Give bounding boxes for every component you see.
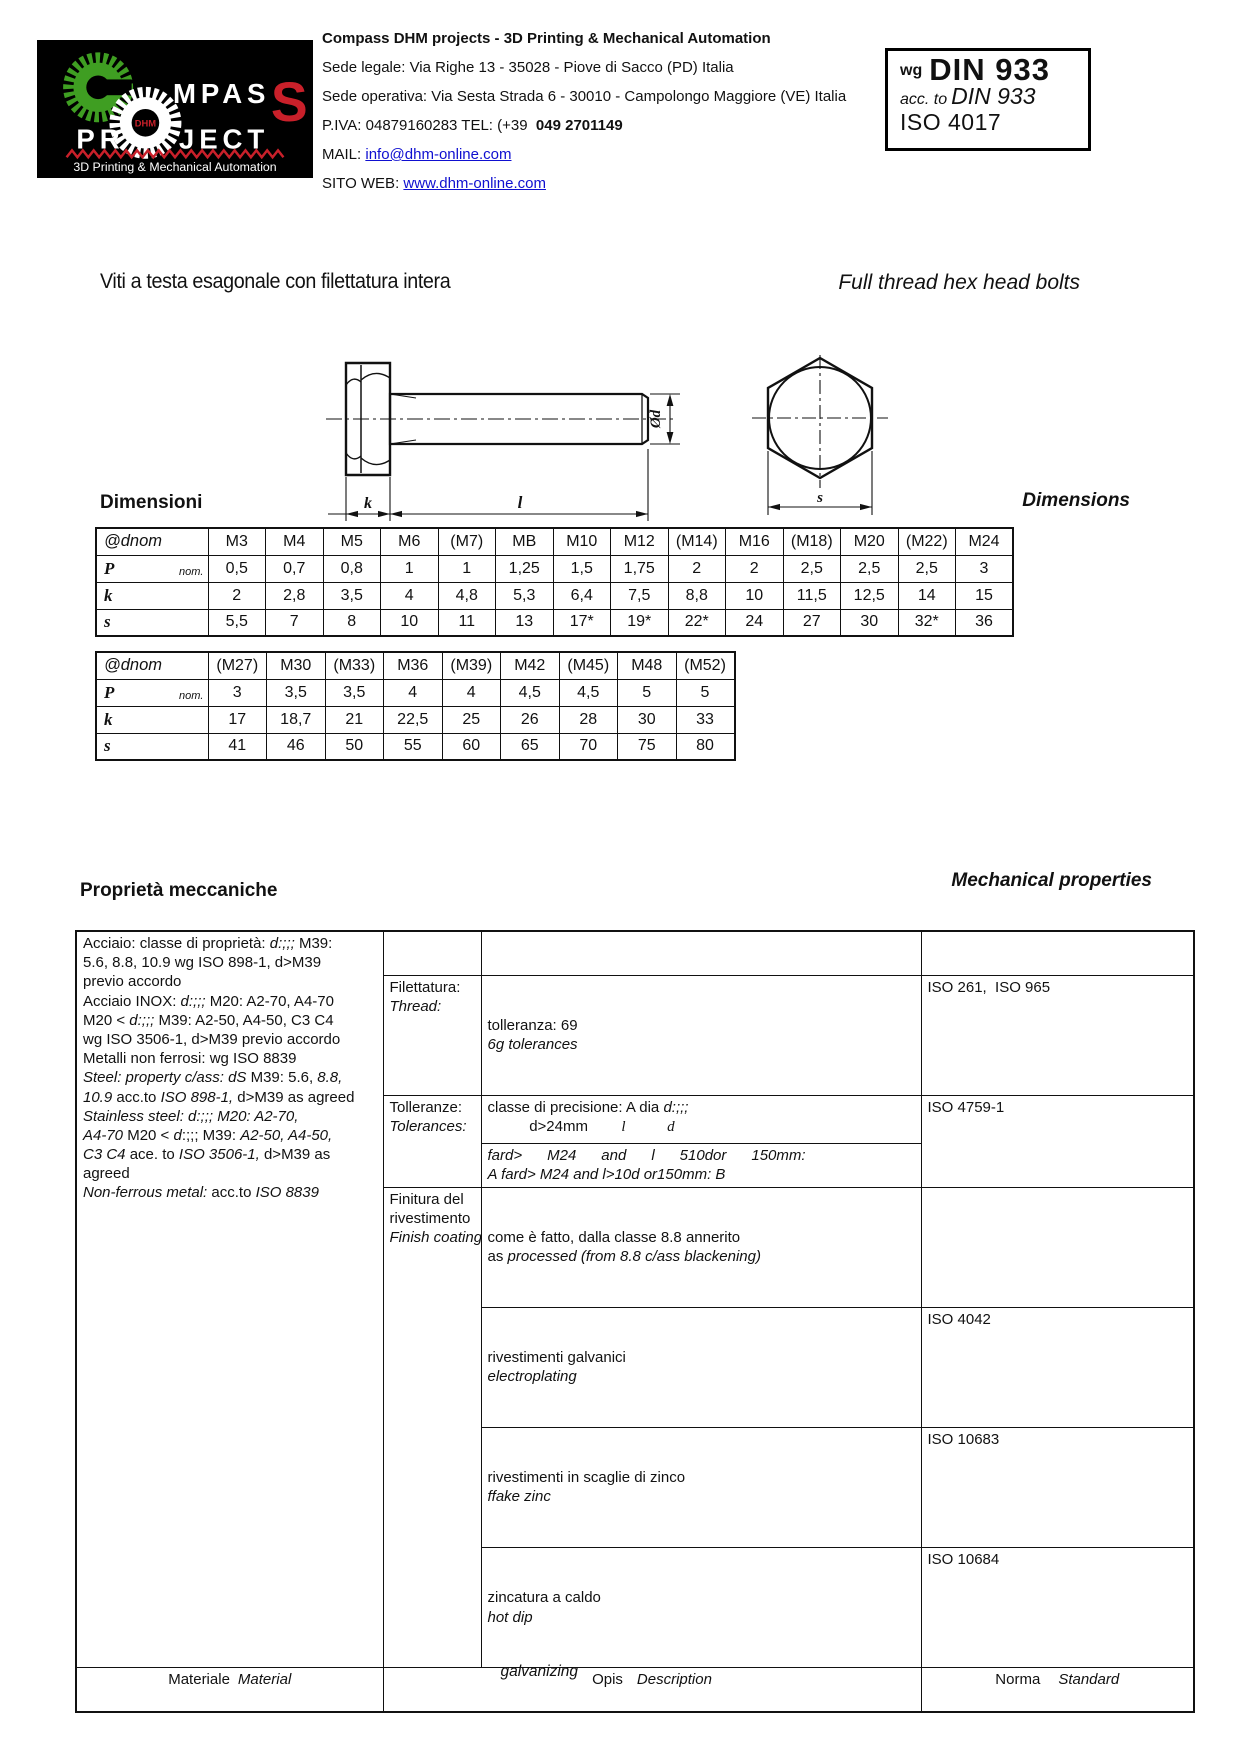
row-header-s: s	[96, 733, 208, 760]
table-cell: 17	[208, 706, 267, 733]
table-cell: 60	[442, 733, 501, 760]
table-cell: 19*	[611, 609, 669, 636]
table-cell: M42	[501, 652, 560, 679]
logo-s-gear: S	[270, 70, 308, 133]
phone-number: 049 2701149	[535, 117, 623, 134]
table-cell: M16	[726, 528, 784, 555]
company-legal-address: Sede legale: Via Righe 13 - 35028 - Piove di Sacco (PD) Italia	[322, 59, 734, 76]
table-cell: 21	[325, 706, 384, 733]
table-cell: M3	[208, 528, 266, 555]
table-cell: M12	[611, 528, 669, 555]
row-header-s: s	[96, 609, 208, 636]
standard-footer-cell: Norma Standard	[921, 1668, 1194, 1712]
table-cell: 5	[676, 679, 735, 706]
company-mail-line: MAIL: info@dhm-online.com	[322, 146, 512, 163]
logo-text-pr: PR	[76, 123, 125, 155]
table-cell: 5,5	[208, 609, 266, 636]
table-cell: 1,25	[496, 555, 554, 582]
table-cell: 1	[438, 555, 496, 582]
empty-cell	[921, 931, 1194, 975]
table-cell: 41	[208, 733, 267, 760]
website-link[interactable]: www.dhm-online.com	[403, 175, 546, 192]
table-cell: 46	[267, 733, 326, 760]
standard-designation-box	[885, 48, 1091, 151]
table-cell: 8,8	[668, 582, 726, 609]
table-cell: 0,8	[323, 555, 381, 582]
thread-standard-cell: ISO 261, ISO 965	[921, 975, 1194, 1095]
table-cell: 10	[726, 582, 784, 609]
row-header-dnom: @dnom	[96, 652, 208, 679]
mech-heading-italian: Proprietà meccaniche	[80, 880, 278, 901]
row-header-k: k	[96, 706, 208, 733]
table-cell: 2,5	[841, 555, 899, 582]
table-cell: 55	[384, 733, 443, 760]
table-cell: 18,7	[267, 706, 326, 733]
dimensions-heading-italian: Dimensioni	[100, 492, 203, 513]
table-cell: 8	[323, 609, 381, 636]
table-cell: 11	[438, 609, 496, 636]
table-cell: 1,5	[553, 555, 611, 582]
zinc-flake-standard-cell: ISO 10683	[921, 1427, 1194, 1547]
finish-zinc-flake-cell: rivestimenti in scaglie di zinco ffake zinc	[481, 1427, 921, 1547]
mechanical-properties-table	[75, 930, 1195, 1713]
tolerances-desc-b-cell: fard> M24 and l 510dor 150mm: A fard> M24 and l>10d or150mm: B	[481, 1143, 921, 1187]
company-info	[322, 24, 882, 198]
svg-text:DHM: DHM	[134, 118, 157, 129]
table-row-pitch	[96, 679, 735, 706]
table-cell: 17*	[553, 609, 611, 636]
din-main-line: wg DIN 933	[900, 52, 1050, 87]
table-cell: 36	[956, 609, 1014, 636]
table-cell: 0,7	[266, 555, 324, 582]
finish-as-processed-cell: come è fatto, dalla classe 8.8 annerito as processed (from 8.8 c/ass blackening)	[481, 1187, 921, 1307]
company-web-line: SITO WEB: www.dhm-online.com	[322, 175, 546, 192]
dim-label-s: s	[817, 490, 823, 506]
dim-label-l: l	[517, 493, 523, 512]
table-cell: (M7)	[438, 528, 496, 555]
tolerances-desc-a-cell: classe di precisione: A dia d:;;; d>24mm l d	[481, 1095, 921, 1143]
table-row	[76, 931, 1194, 975]
table-cell: 75	[618, 733, 677, 760]
page-title-italian: Viti a testa esagonale con filettatura intera	[100, 270, 451, 293]
table-cell: 7,5	[611, 582, 669, 609]
table-cell: 22*	[668, 609, 726, 636]
table-cell: 2	[208, 582, 266, 609]
table-cell: 24	[726, 609, 784, 636]
table-cell: 1	[381, 555, 439, 582]
technical-drawing	[320, 355, 920, 530]
row-header-p: P nom.	[96, 555, 208, 582]
company-operative-address: Sede operativa: Via Sesta Strada 6 - 30010 - Campolongo Maggiore (VE) Italia	[322, 88, 847, 105]
table-cell: 4	[384, 679, 443, 706]
table-cell: 6,4	[553, 582, 611, 609]
table-cell: 0,5	[208, 555, 266, 582]
logo-text-ject: JECT	[178, 123, 270, 155]
empty-cell	[481, 931, 921, 975]
table-cell: 4	[381, 582, 439, 609]
table-cell: 4,5	[559, 679, 618, 706]
table-cell: 7	[266, 609, 324, 636]
table-cell: M4	[266, 528, 324, 555]
table-cell: 80	[676, 733, 735, 760]
table-cell: 30	[841, 609, 899, 636]
logo-text-mpas: MPAS	[173, 78, 271, 110]
table-cell: 15	[956, 582, 1014, 609]
table-cell: 50	[325, 733, 384, 760]
table-cell: 2	[668, 555, 726, 582]
dimensions-heading-english: Dimensions	[1022, 490, 1130, 511]
table-cell: MB	[496, 528, 554, 555]
table-cell: 5	[618, 679, 677, 706]
row-header-p: P nom.	[96, 679, 208, 706]
table-cell: (M39)	[442, 652, 501, 679]
table-cell: (M45)	[559, 652, 618, 679]
finish-label-cell: Finitura del rivestimento Finish coating	[383, 1187, 481, 1668]
table-cell: (M27)	[208, 652, 267, 679]
compass-logo-graphic	[35, 40, 315, 178]
table-cell: 22,5	[384, 706, 443, 733]
table-cell: 70	[559, 733, 618, 760]
table-cell: 3,5	[325, 679, 384, 706]
table-row-s	[96, 733, 735, 760]
dimensions-table-1	[95, 527, 1014, 637]
table-cell: 4	[442, 679, 501, 706]
material-footer-cell: Materiale Material	[76, 1668, 383, 1712]
table-cell: (M18)	[783, 528, 841, 555]
table-cell: M30	[267, 652, 326, 679]
table-cell: 14	[898, 582, 956, 609]
table-cell: (M22)	[898, 528, 956, 555]
galvanizing-overflow-text: galvanizing	[500, 1663, 579, 1681]
table-cell: M10	[553, 528, 611, 555]
empty-standard-cell	[921, 1187, 1194, 1307]
table-cell: 4,8	[438, 582, 496, 609]
table-cell: 33	[676, 706, 735, 733]
description-footer-cell: galvanizing Opis Description	[383, 1668, 921, 1712]
table-cell: (M14)	[668, 528, 726, 555]
table-cell: 25	[442, 706, 501, 733]
table-cell: M6	[381, 528, 439, 555]
tolerances-standard-cell: ISO 4759-1	[921, 1095, 1194, 1187]
thread-desc-cell: tolleranza: 69 6g tolerances	[481, 975, 921, 1095]
company-title: Compass DHM projects - 3D Printing & Mechanical Automation	[322, 30, 771, 47]
table-cell: (M52)	[676, 652, 735, 679]
mech-heading-english: Mechanical properties	[951, 870, 1152, 891]
table-row-s	[96, 609, 1013, 636]
logo-tagline: 3D Printing & Mechanical Automation	[73, 160, 277, 175]
table-cell: 12,5	[841, 582, 899, 609]
table-cell: 2,8	[266, 582, 324, 609]
thread-label-cell: Filettatura: Thread:	[383, 975, 481, 1095]
table-cell: 3,5	[323, 582, 381, 609]
table-cell: M36	[384, 652, 443, 679]
table-cell: 27	[783, 609, 841, 636]
electroplating-standard-cell: ISO 4042	[921, 1307, 1194, 1427]
table-cell: 10	[381, 609, 439, 636]
table-cell: 3,5	[267, 679, 326, 706]
page-title-english: Full thread hex head bolts	[838, 271, 1080, 294]
finish-hot-dip-cell: zincatura a caldo hot dip	[481, 1548, 921, 1668]
table-cell: M48	[618, 652, 677, 679]
table-row-dnom	[96, 652, 735, 679]
table-row-k	[96, 582, 1013, 609]
table-cell: 2,5	[783, 555, 841, 582]
table-cell: 3	[956, 555, 1014, 582]
tolerances-label-cell: Tolleranze: Tolerances:	[383, 1095, 481, 1187]
table-cell: M20	[841, 528, 899, 555]
dim-label-d: Ød	[648, 409, 664, 429]
table-cell: 11,5	[783, 582, 841, 609]
iso-line: ISO 4017	[900, 109, 1002, 135]
table-cell: 28	[559, 706, 618, 733]
table-cell: 2	[726, 555, 784, 582]
email-link[interactable]: info@dhm-online.com	[365, 146, 512, 163]
table-cell: M24	[956, 528, 1014, 555]
bolt-side-view	[326, 363, 680, 521]
company-vat-phone: P.IVA: 04879160283 TEL: (+39 049 2701149	[322, 117, 623, 134]
empty-cell	[383, 931, 481, 975]
din-acc-line: acc. to DIN 933	[900, 83, 1036, 109]
table-cell: 26	[501, 706, 560, 733]
table-cell: 1,75	[611, 555, 669, 582]
finish-electroplating-cell: rivestimenti galvanici electroplating	[481, 1307, 921, 1427]
table-row-pitch	[96, 555, 1013, 582]
table-cell: 5,3	[496, 582, 554, 609]
dim-label-k: k	[364, 495, 372, 512]
table-cell: 30	[618, 706, 677, 733]
material-cell: Acciaio: classe di proprietà: d:;;; M39: 5.6, 8.8, 10.9 wg ISO 898-1, d>M39 previo accordo Acciaio INOX: d:;;; M20: A2-70, A4-70 M20 < d:;;; M39: A2-50, A4-50, C3 C4 wg ISO 3506-1, d>M39 previo accordo Metalli non ferrosi: wg ISO 8839 Steel: property c/ass: dS M39: 5.6, 8.8, 10.9 acc.to ISO 898-1, d>M39 as agreed Stainless steel: d:;;; M20: A2-70, A4-70 M20 < d:;;; M39: A2-50, A4-50, C3 C4 ace. to ISO 3506-1, d>M39 as agreed Non-ferrous metal: acc.to ISO 8839	[76, 931, 383, 1668]
table-footer-row	[76, 1668, 1194, 1712]
table-row-dnom	[96, 528, 1013, 555]
hot-dip-standard-cell: ISO 10684	[921, 1548, 1194, 1668]
table-cell: 13	[496, 609, 554, 636]
company-logo	[35, 40, 315, 178]
table-cell: 32*	[898, 609, 956, 636]
row-header-k: k	[96, 582, 208, 609]
table-cell: (M33)	[325, 652, 384, 679]
table-cell: 4,5	[501, 679, 560, 706]
table-cell: 65	[501, 733, 560, 760]
table-cell: M5	[323, 528, 381, 555]
row-header-dnom: @dnom	[96, 528, 208, 555]
table-cell: 2,5	[898, 555, 956, 582]
dimensions-table-2	[95, 651, 736, 761]
table-row-k	[96, 706, 735, 733]
table-cell: 3	[208, 679, 267, 706]
